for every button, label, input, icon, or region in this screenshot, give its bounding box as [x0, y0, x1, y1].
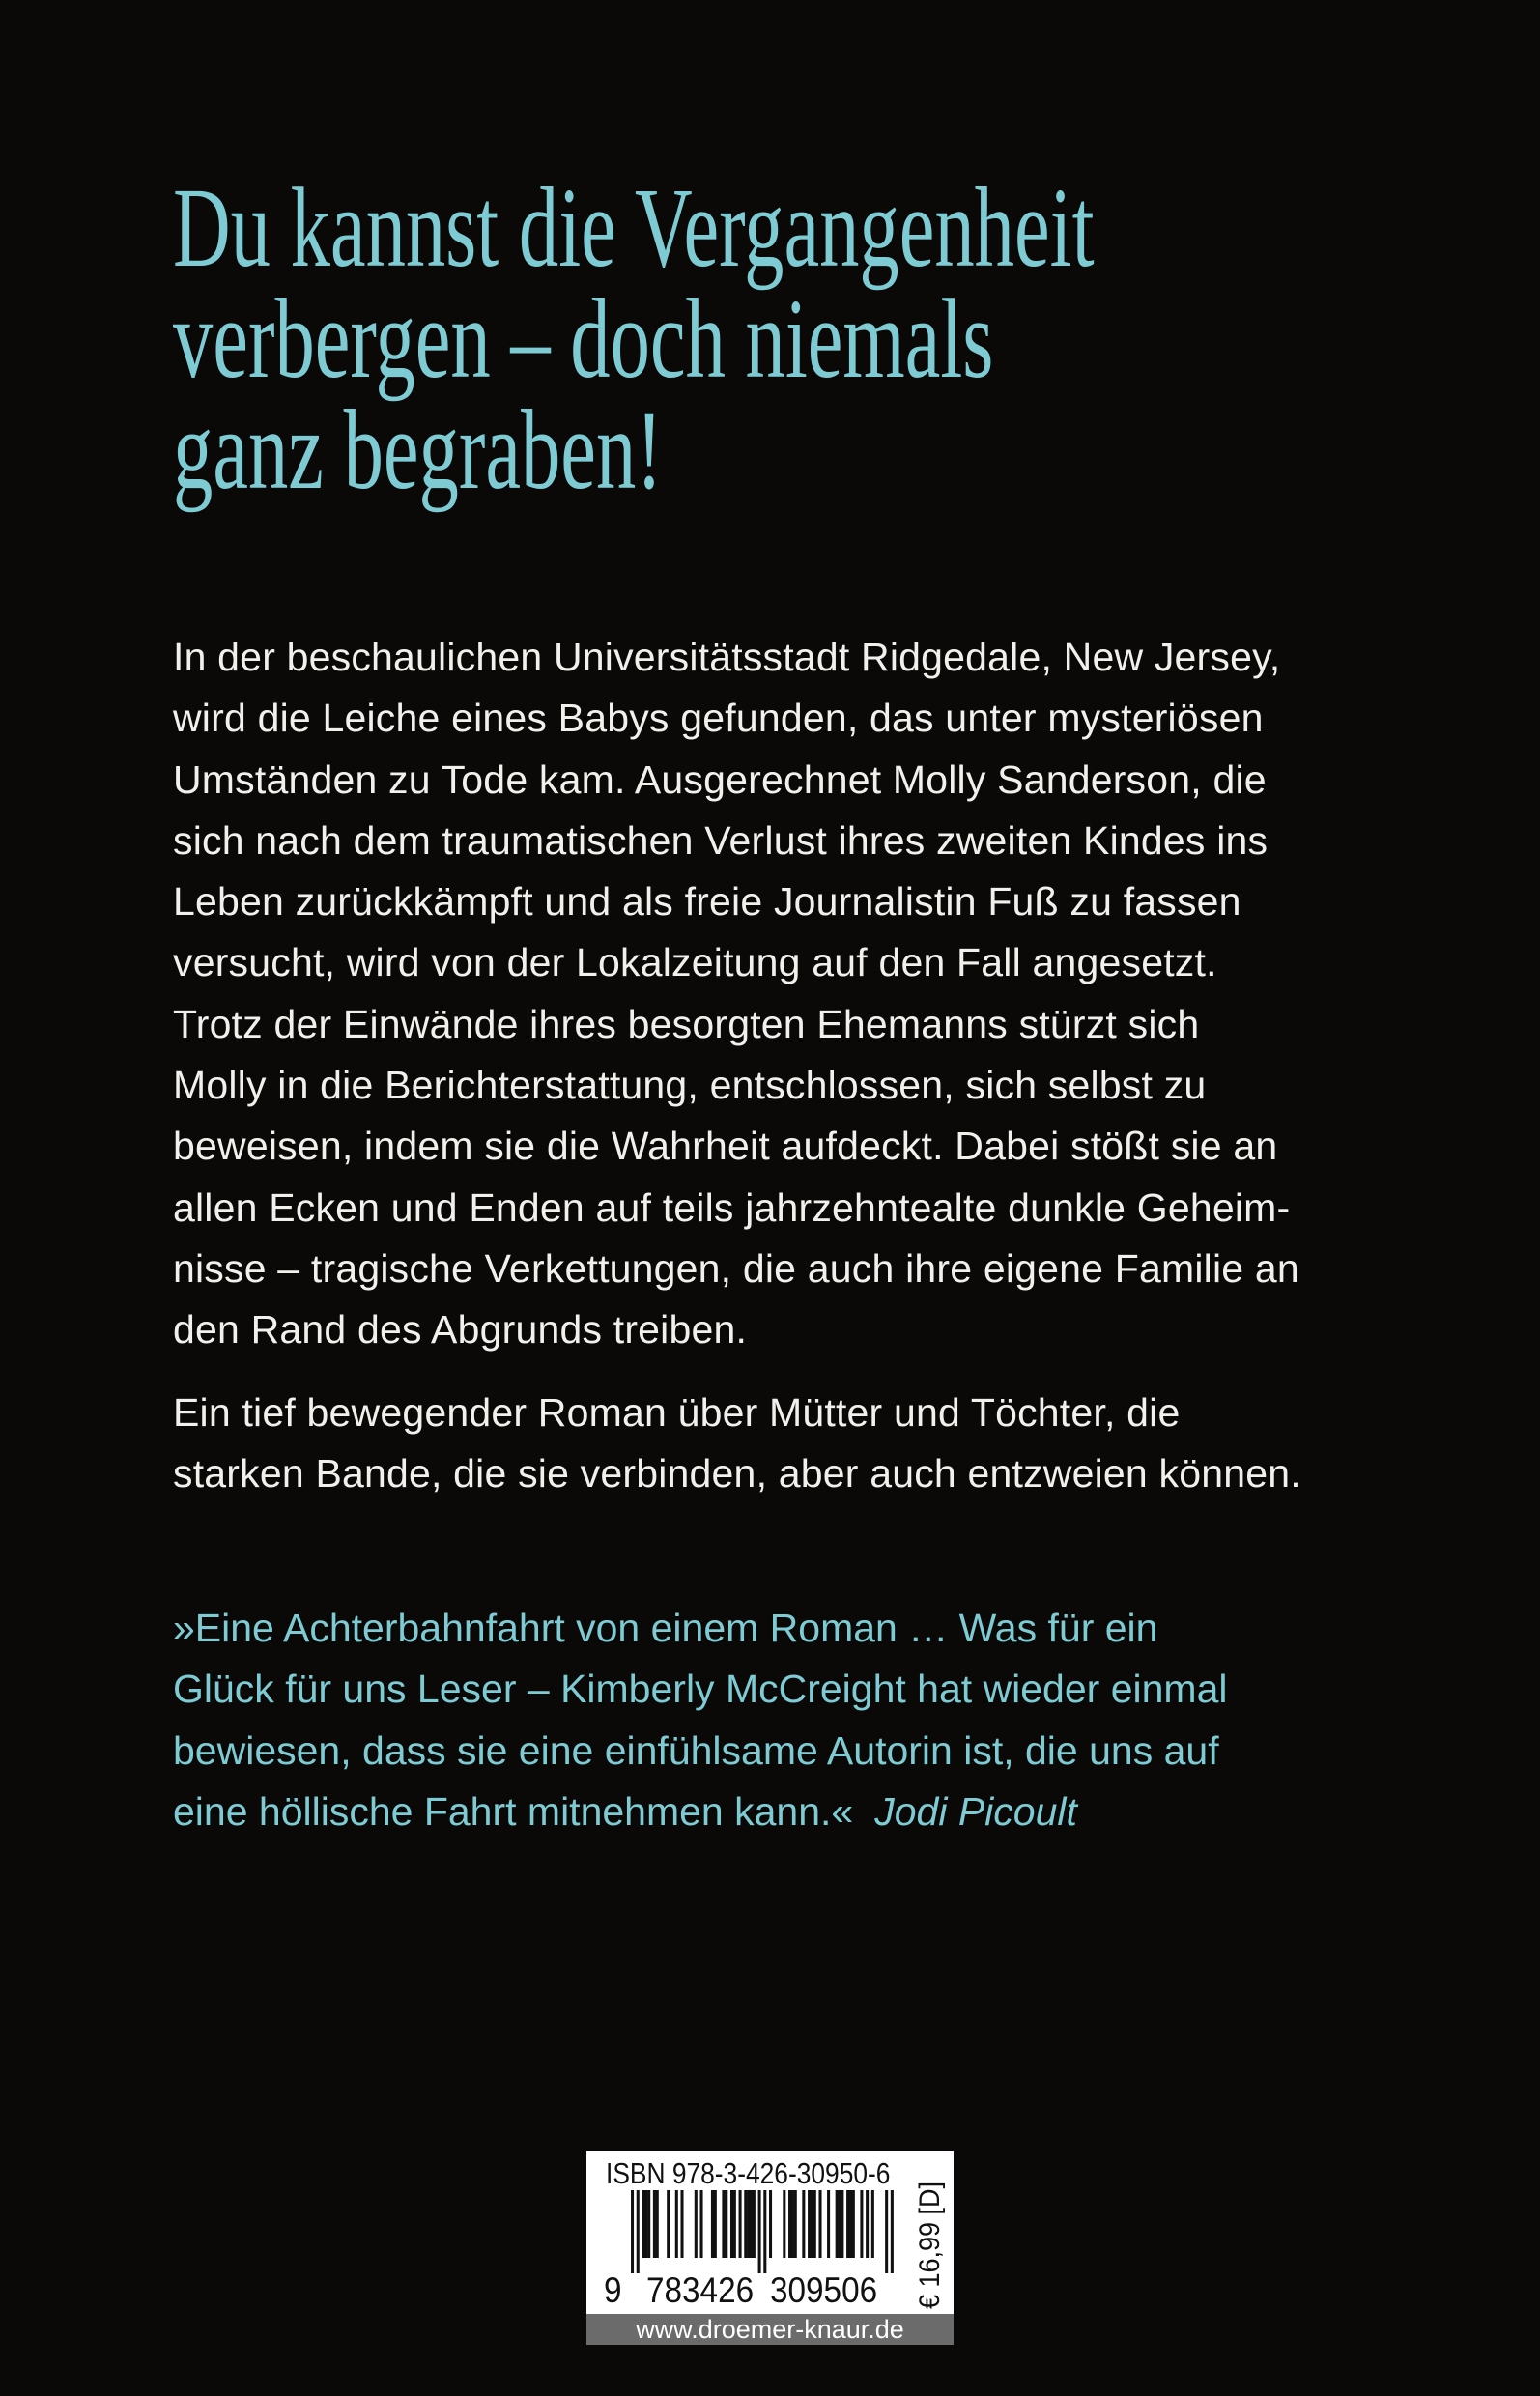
headline-line: verbergen – doch niemals — [173, 275, 994, 402]
barcode-bar — [637, 2190, 640, 2273]
isbn-text: ISBN 978-3-426-30950-6 — [606, 2156, 891, 2190]
blurb-line: nisse – tragische Verkettungen, die auch ihre eigene Familie an — [173, 1245, 1299, 1291]
blurb-line: allen Ecken und Enden auf teils jahrzehntealte dunkle Geheim- — [173, 1184, 1291, 1230]
price-label: € 16,99 [D] — [914, 2181, 946, 2310]
barcode-bar — [802, 2190, 805, 2258]
barcode-bar — [841, 2190, 843, 2258]
barcode-bar — [711, 2190, 714, 2258]
blurb-line: Molly in die Berichterstattung, entschlossen, sich selbst zu — [173, 1063, 1207, 1108]
barcode-bar — [811, 2190, 813, 2258]
barcode-label — [586, 2151, 954, 2345]
barcode-bar — [885, 2190, 888, 2273]
barcode-bar — [871, 2190, 874, 2258]
barcode-bar — [849, 2190, 852, 2258]
barcode-bar — [725, 2190, 727, 2258]
quote-line — [173, 1782, 1228, 1842]
blurb-line: versucht, wird von der Lokalzeitung auf den Fall angesetzt. — [173, 940, 1217, 985]
blurb-line: sich nach dem traumatischen Verlust ihres zweiten Kindes ins — [173, 817, 1269, 863]
barcode-bar — [839, 2190, 841, 2258]
blurb-line: Trotz der Einwände ihres besorgten Ehemanns stürzt sich — [173, 1001, 1200, 1046]
quote-line: »Eine Achterbahnfahrt von einem Roman … Was für ein — [173, 1606, 1158, 1650]
blurb-line: In der beschaulichen Universitätsstadt Ridgedale, New Jersey, — [173, 635, 1281, 679]
barcode-bar — [866, 2190, 869, 2258]
barcode-bar — [700, 2190, 703, 2258]
barcode-bar — [750, 2190, 753, 2258]
barcode-bar — [744, 2190, 747, 2258]
review-quote — [173, 1598, 1228, 1842]
barcode-bar — [808, 2190, 811, 2258]
headline — [173, 164, 1489, 513]
barcode-first-digit: 9 — [604, 2270, 622, 2310]
barcode-bar — [680, 2190, 683, 2258]
barcode-bar — [818, 2190, 821, 2258]
barcode-left-digits: 783426 — [646, 2270, 755, 2310]
headline-line: Du kannst die Vergangenheit — [173, 164, 1095, 291]
barcode-bar — [891, 2190, 894, 2273]
blurb-line: beweisen, indem sie die Wahrheit aufdeckt. Dabei stößt sie an — [173, 1124, 1278, 1169]
barcode-bar — [647, 2190, 650, 2258]
barcode-bar — [783, 2190, 785, 2258]
barcode-bar — [739, 2190, 742, 2258]
barcode-bar — [631, 2190, 634, 2273]
blurb-line: Leben zurückkämpft und als freie Journalistin Fuß zu fassen — [173, 879, 1241, 925]
barcode-bar — [836, 2190, 839, 2258]
barcode-right-digits: 309506 — [770, 2270, 878, 2310]
quote-author: Jodi Picoult — [874, 1788, 1077, 1834]
barcode-bar — [722, 2190, 725, 2258]
publisher-website: www.droemer-knaur.de — [586, 2314, 954, 2345]
quote-line: bewiesen, dass sie eine einfühlsame Autorin ist, die uns auf — [173, 1727, 1219, 1773]
barcode-bar — [747, 2190, 750, 2258]
barcode-bar — [733, 2190, 736, 2258]
barcode-bar — [763, 2190, 766, 2273]
barcode-bar — [644, 2190, 647, 2258]
barcode-bar — [827, 2190, 830, 2258]
barcode-bar — [642, 2190, 644, 2258]
barcode-bar — [675, 2190, 678, 2258]
quote-line-text: eine höllische Fahrt mitnehmen kann.« — [173, 1788, 854, 1834]
barcode-bar — [714, 2190, 717, 2258]
headline-line: ganz begraben! — [173, 386, 663, 513]
blurb-line: Umständen zu Tode kam. Ausgerechnet Molly Sanderson, die — [173, 756, 1267, 802]
barcode-bar — [788, 2190, 791, 2258]
barcode-bar — [846, 2190, 849, 2258]
blurb-line: Ein tief bewegender Roman über Mütter und Töchter, die — [173, 1390, 1181, 1435]
barcode-bar — [791, 2190, 794, 2258]
blurb-paragraph-2 — [173, 1383, 1301, 1505]
barcode-bar — [758, 2190, 761, 2273]
barcode-bar — [667, 2190, 670, 2258]
barcode-bar — [695, 2190, 698, 2258]
barcode-bar — [794, 2190, 797, 2258]
barcode-bar — [813, 2190, 816, 2258]
blurb-paragraph-1 — [173, 627, 1299, 1361]
barcode-bars — [631, 2190, 901, 2273]
blurb-line: starken Bande, die sie verbinden, aber auch entzweien können. — [173, 1451, 1301, 1497]
barcode-bar — [753, 2190, 756, 2258]
barcode-bar — [730, 2190, 733, 2258]
barcode-bar — [860, 2190, 863, 2258]
barcode-bar — [653, 2190, 656, 2258]
barcode-bar — [769, 2190, 772, 2258]
barcode-bar — [852, 2190, 855, 2258]
quote-line: Glück für uns Leser – Kimberly McCreight hat wieder einmal — [173, 1667, 1228, 1712]
barcode-bar — [656, 2190, 659, 2258]
blurb-line: wird die Leiche eines Babys gefunden, das unter mysteriösen — [173, 696, 1264, 741]
blurb-line: den Rand des Abgrunds treiben. — [173, 1307, 748, 1353]
